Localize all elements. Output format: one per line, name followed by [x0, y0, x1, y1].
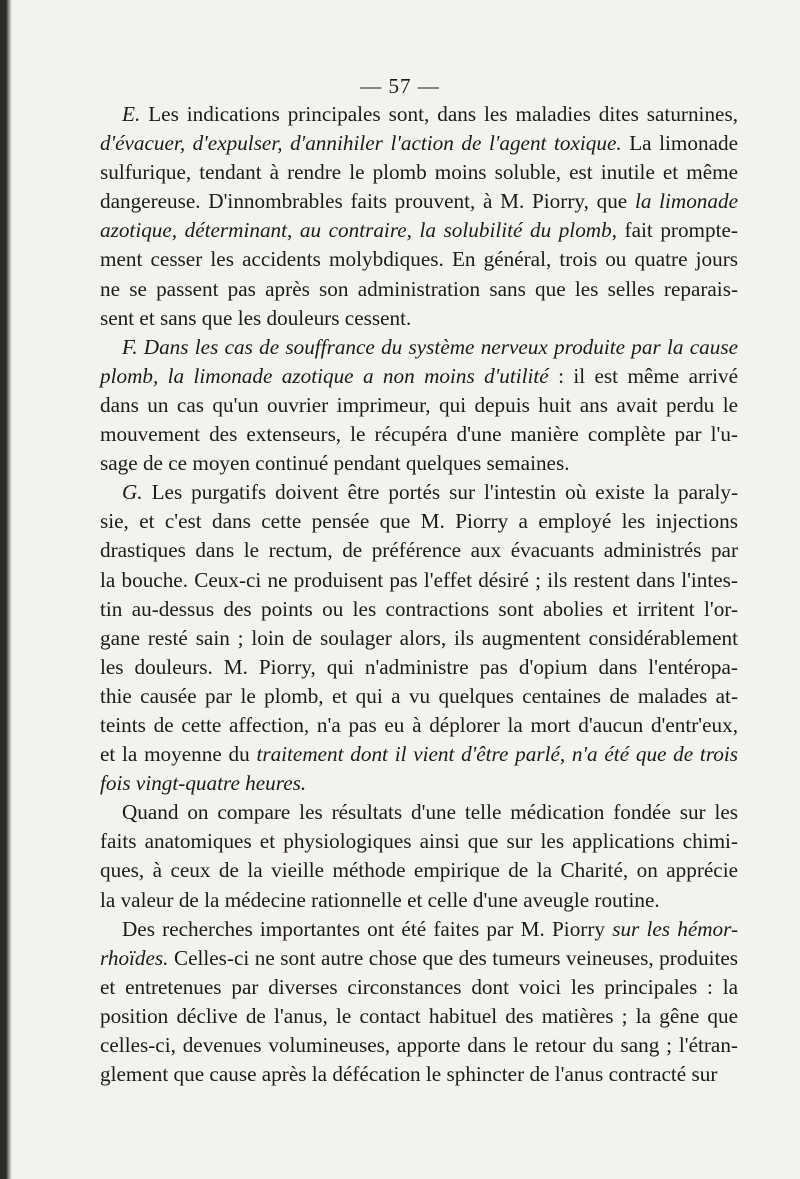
text-run: dans un cas qu'un ouvrier imprimeur, qui depuis huit ans avait perdu le: [100, 392, 738, 417]
text-run: sulfurique, tendant à rendre le plomb moins soluble, est inutile et même: [100, 160, 738, 185]
paragraph-g: [100, 478, 738, 798]
text-line: [100, 333, 738, 362]
page-number: — 57 —: [360, 74, 440, 98]
italic-run: rhoïdes.: [100, 945, 169, 970]
text-run: Celles-ci ne sont autre chose que des tumeurs veineuses, produites: [168, 945, 738, 970]
text-run: sent et sans que les douleurs cessent.: [100, 305, 412, 330]
text-line: [100, 362, 738, 391]
text-line: [100, 216, 738, 245]
text-line: [100, 915, 738, 944]
text-run: la bouche. Ceux-ci ne produisent pas l'effet désiré ; ils restent dans l'intes-: [100, 567, 738, 592]
text-line: [100, 1002, 738, 1031]
text-run: la valeur de la médecine rationnelle et celle d'une aveugle routine.: [100, 887, 660, 912]
text-run: teints de cette affection, n'a pas eu à déplorer la mort d'aucun d'entr'eux,: [100, 712, 738, 737]
text-line: [100, 711, 738, 740]
text-run: fait prompte-: [616, 218, 738, 243]
text-run: position déclive de l'anus, le contact habituel des matières ; la gêne que: [100, 1003, 738, 1028]
text-run: sage de ce moyen continué pendant quelques semaines.: [100, 451, 570, 476]
text-run: sie, et c'est dans cette pensée que M. Piorry a employé les injections: [100, 509, 738, 534]
text-line: [100, 187, 738, 216]
text-run: celles-ci, devenues volumineuses, apporte dans le retour du sang ; l'étran-: [100, 1033, 738, 1057]
text-run: mouvement des extenseurs, le récupéra d'une manière complète par l'u-: [100, 422, 738, 447]
paragraph-f: [100, 333, 738, 478]
text-line: [100, 1060, 738, 1089]
text-line: [100, 944, 738, 973]
text-line: [100, 973, 738, 1002]
text-line: [100, 245, 738, 274]
text-line: [100, 653, 738, 682]
text-line: [100, 129, 738, 158]
text-run: gane resté sain ; loin de soulager alors, ils augmentent considérablement: [100, 625, 738, 650]
text-run: les douleurs. M. Piorry, qui n'administre pas d'opium dans l'entéropa-: [100, 654, 738, 679]
text-run: ment cesser les accidents molybdiques. En général, trois ou quatre jours: [100, 247, 738, 272]
text-line: [100, 1031, 738, 1060]
text-line: [100, 478, 738, 507]
text-run: thie causée par le plomb, et qui a vu quelques centaines de malades at-: [100, 683, 738, 708]
italic-run: azotique, déterminant, au contraire, la solubilité du plomb,: [100, 218, 617, 243]
text-line: [100, 769, 738, 798]
paragraph-quand: [100, 798, 738, 914]
italic-run: E.: [122, 102, 141, 126]
italic-run: d'évacuer, d'expulser, d'annihiler l'action de l'agent toxique.: [100, 131, 622, 156]
italic-run: sur les hémor-: [612, 916, 739, 941]
text-line: [100, 740, 738, 769]
text-line: [100, 798, 738, 827]
text-run: drastiques dans le rectum, de préférence aux évacuants administrés par: [100, 538, 738, 563]
text-line: [100, 507, 738, 536]
text-run: dangereuse. D'innombrables faits prouvent, à M. Piorry, que: [100, 189, 635, 214]
text-run: La limonade: [621, 131, 738, 156]
italic-run: la limonade: [634, 189, 738, 214]
text-line: [100, 158, 738, 187]
text-line: [100, 682, 738, 711]
italic-run: plomb, la limonade azotique a non moins d'utilité: [100, 363, 549, 388]
italic-run: traitement dont il vient d'être parlé, n'a été que de trois: [256, 742, 739, 767]
italic-run: G.: [122, 480, 143, 505]
text-run: : il est même arrivé: [548, 363, 738, 388]
text-run: Quand on compare les résultats d'une telle médication fondée sur les: [122, 800, 738, 825]
text-run: Des recherches importantes ont été faites par M. Piorry: [122, 916, 613, 941]
text-run: Les purgatifs doivent être portés sur l'intestin où existe la paraly-: [142, 480, 738, 505]
text-run: ques, à ceux de la vieille méthode empirique de la Charité, on apprécie: [100, 858, 738, 883]
text-run: ne se passent pas après son administration sans que les selles reparais-: [100, 276, 738, 301]
text-run: glement que cause après la défécation le sphincter de l'anus contracté sur: [100, 1062, 718, 1087]
text-line: [100, 624, 738, 653]
text-run: et entretenues par diverses circonstances dont voici les principales : la: [100, 974, 738, 999]
page-edge-shadow: [0, 0, 12, 1179]
body-text: [100, 100, 738, 1089]
italic-run: fois vingt-quatre heures.: [100, 771, 307, 796]
text-run: Les indications principales sont, dans les maladies dites saturnines,: [140, 102, 738, 126]
text-run: tin au-dessus des points ou les contractions sont abolies et irritent l'or-: [100, 596, 738, 621]
paragraph-e: [100, 100, 738, 333]
italic-run: F. Dans les cas de souffrance du système nerveux produite par la cause: [122, 334, 738, 359]
text-line: [100, 827, 738, 856]
text-line: [100, 100, 738, 129]
text-line: [100, 304, 738, 333]
text-line: [100, 595, 738, 624]
text-run: et la moyenne du: [100, 742, 257, 767]
text-line: [100, 275, 738, 304]
text-line: [100, 536, 738, 565]
text-line: [100, 449, 738, 478]
text-line: [100, 391, 738, 420]
text-line: [100, 886, 738, 915]
text-line: [100, 420, 738, 449]
text-line: [100, 566, 738, 595]
paragraph-des: [100, 915, 738, 1090]
text-line: [100, 856, 738, 885]
text-run: faits anatomiques et physiologiques ainsi que sur les applications chimi-: [100, 829, 738, 854]
